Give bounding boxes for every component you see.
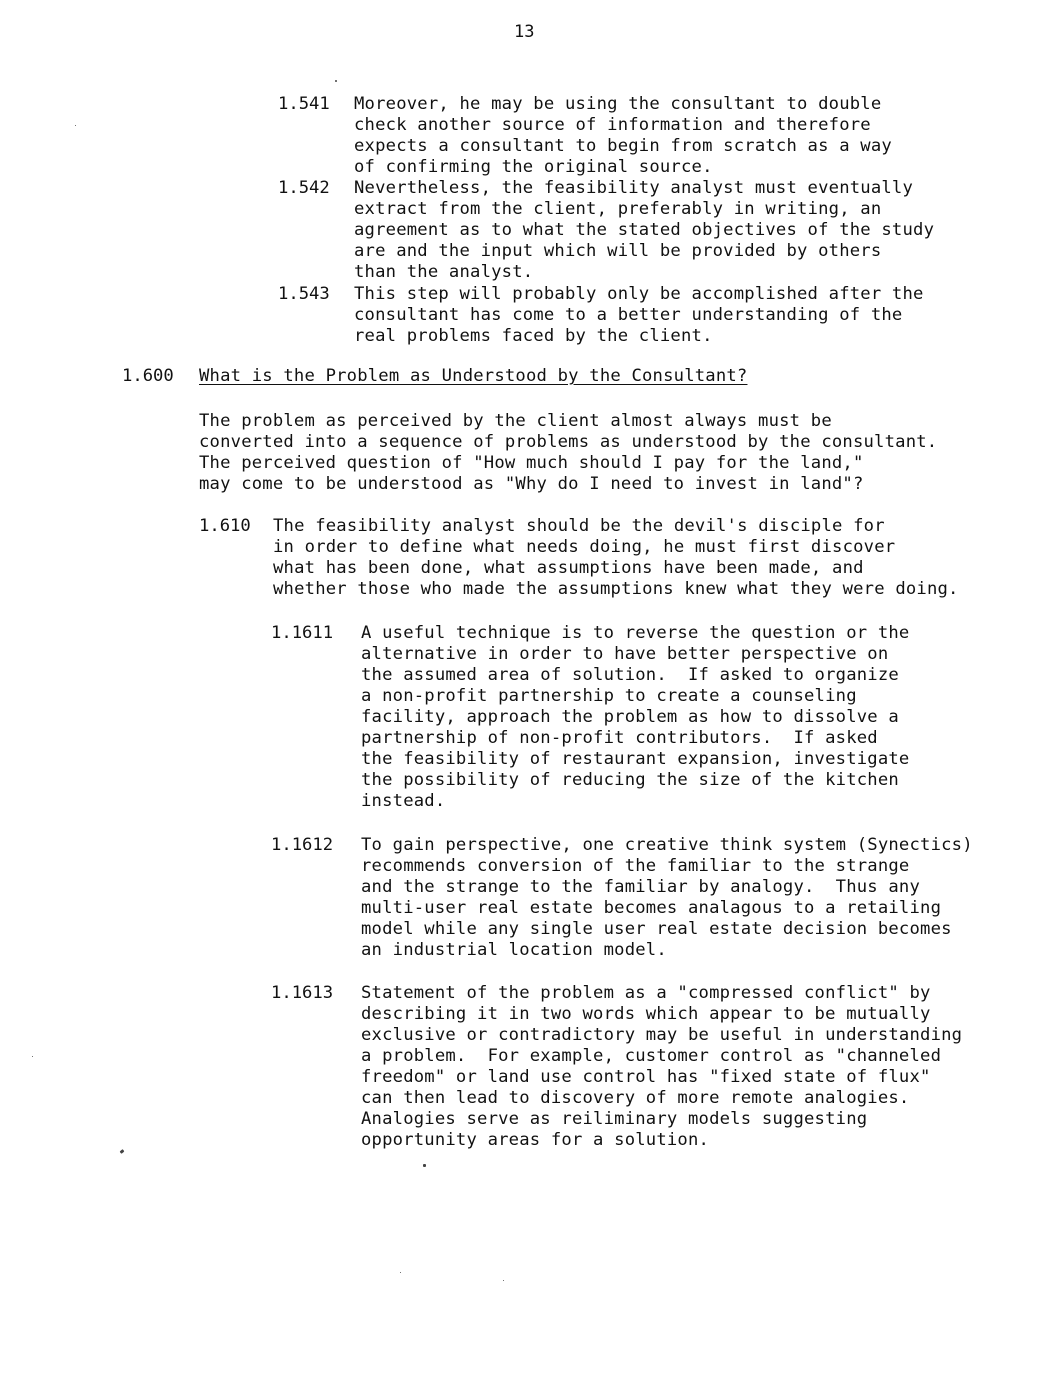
section-number-11611: 1.1611 <box>271 623 334 643</box>
section-number-1542: 1.542 <box>278 178 330 198</box>
scan-speck <box>335 80 337 82</box>
section-text-1541: Moreover, he may be using the consultant to double check another source of information and therefore expects a consultant to begin from scratch as a way of confirming the original source. <box>354 94 892 177</box>
section-number-11612: 1.1612 <box>271 835 334 855</box>
section-number-1543: 1.543 <box>278 284 330 304</box>
section-text-1610: The feasibility analyst should be the devil's disciple for in order to define what needs doing, he must first discover what has been done, what assumptions have been made, and whether those who made the assumptions knew what they were doing. <box>273 516 959 599</box>
scan-speck <box>75 125 76 126</box>
section-text-11613: Statement of the problem as a "compressed conflict" by describing it in two words which appear to be mutually exclusive or contradictory may be useful in understanding a problem. For example, customer control as "channeled freedom" or land use control has "fixed state of flux" can then lead to discovery of more remote analogies. Analogies serve as reiliminary models suggesting opportunity areas for a solution. <box>361 983 963 1150</box>
scan-speck <box>120 1149 125 1154</box>
scan-speck <box>423 1164 426 1167</box>
section-text-1600: The problem as perceived by the client almost always must be converted into a sequence of problems as understood by the consultant. The perceived question of "How much should I pay for the land," may come to be understood as "Why do I need to invest in land"? <box>199 411 938 494</box>
section-number-1600: 1.600 <box>122 366 174 386</box>
section-text-11612: To gain perspective, one creative think system (Synectics) recommends conversion of the familiar to the strange and the strange to the familiar by analogy. Thus any multi-user real estate becomes analagous to a retailing model while any single user real estate decision becomes an industrial location model. <box>361 835 973 960</box>
page-number: 13 <box>514 22 535 42</box>
section-number-1610: 1.610 <box>199 516 251 536</box>
section-text-11611: A useful technique is to reverse the question or the alternative in order to have better perspective on the assumed area of solution. If asked to organize a non-profit partnership to create a counseling facility, approach the problem as how to dissolve a partnership of non-profit contributors. If asked the feasibility of restaurant expansion, investigate the possibility of reducing the size of the kitchen instead. <box>361 623 910 811</box>
section-number-11613: 1.1613 <box>271 983 334 1003</box>
section-text-1542: Nevertheless, the feasibility analyst must eventually extract from the client, preferably in writing, an agreement as to what the stated objectives of the study are and the input which will be provided by others than the analyst. <box>354 178 935 282</box>
section-text-1543: This step will probably only be accomplished after the consultant has come to a better understanding of the real problems faced by the client. <box>354 284 924 346</box>
scan-speck <box>503 1280 504 1281</box>
section-number-1541: 1.541 <box>278 94 330 114</box>
section-heading-1600: What is the Problem as Understood by the Consultant? <box>199 366 748 386</box>
scan-speck <box>400 1272 401 1273</box>
scan-speck <box>32 1056 33 1057</box>
